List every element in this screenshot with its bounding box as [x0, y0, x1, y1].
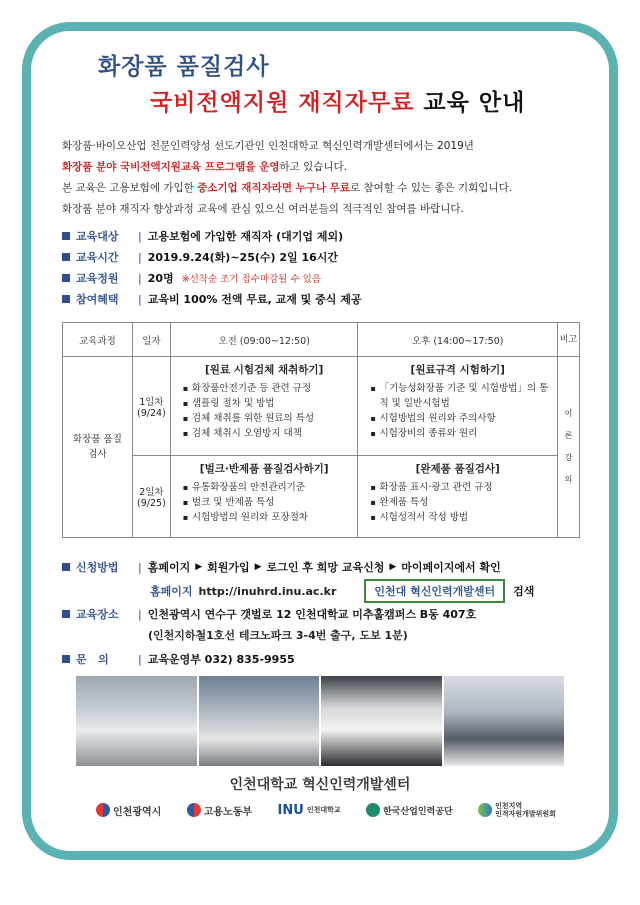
intro-highlight2: 중소기업 재직자라면 누구나 무료	[197, 182, 351, 194]
time-label: 교육시간	[76, 251, 119, 264]
d1-am-title: [원료 시험검체 채취하기]	[205, 364, 324, 376]
search-keyword-box: 인천대 혁신인력개발센터	[364, 579, 505, 603]
incheon-emblem-icon	[96, 803, 110, 817]
inu-logo	[278, 803, 341, 818]
apply-step2: 회원가입	[207, 561, 250, 574]
intro-highlight1: 화장품 분야 국비전액지원교육 프로그램을 운영	[62, 161, 280, 173]
d2-am-title: [벌크·반제품 품질검사하기]	[199, 463, 329, 476]
contact-label: 문 의	[76, 653, 109, 666]
info-quota: 교육정원 | 20명 ※선착순 조기 접수마감될 수 있음	[62, 270, 582, 286]
info-target: 교육대상 | 고용보험에 가입한 재직자 (대기업 제외)	[62, 228, 582, 244]
bullet-square	[62, 610, 70, 618]
course-name-cell	[63, 357, 133, 538]
table-row	[63, 456, 580, 538]
d1-pm-cell	[358, 357, 558, 456]
list-item: ▪ 검체 채취를 위한 원료의 특성	[183, 411, 354, 426]
incheon-city-logo	[96, 803, 161, 818]
benefit-value: 교육비 100% 전액 무료, 교재 및 중식 제공	[147, 293, 362, 306]
info-time: 교육시간 | 2019.9.24(화)~25(수) 2일 16시간	[62, 249, 582, 265]
col-am: 오전 (09:00~12:50)	[170, 323, 358, 357]
arrow-right-icon: ▶	[254, 562, 262, 572]
logo3-text: 인천대학교	[306, 806, 341, 814]
logo1-text: 인천광역시	[113, 806, 162, 818]
photo-strip	[76, 676, 564, 766]
bullet-square	[62, 274, 70, 282]
council-emblem-icon	[478, 803, 492, 817]
quota-note: ※선착순 조기 접수마감될 수 있음	[181, 274, 321, 285]
col-pm: 오후 (14:00~17:50)	[358, 323, 558, 357]
list-item: ▪ 시험방법의 원리와 주의사항	[370, 411, 553, 426]
bullet-square	[62, 232, 70, 240]
intro-line2	[62, 157, 582, 178]
intro-text	[62, 136, 582, 220]
course-name: 화장품 품질검사	[73, 434, 122, 460]
day1-label: 1일차	[139, 396, 164, 408]
day2-date: (9/25)	[137, 498, 166, 510]
inu-mark: INU	[277, 802, 304, 818]
title-highlight: 국비전액지원 재직자무료	[150, 90, 415, 116]
title-line1: 화장품 품질검사	[98, 54, 270, 80]
contact-value: 교육운영부 032) 835-9955	[147, 653, 295, 666]
quota-label: 교육정원	[76, 272, 119, 285]
list-item: ▪ 벌크 및 반제품 특성	[183, 495, 354, 510]
logo4-text: 한국산업인력공단	[383, 806, 453, 817]
incheon-hrd-council-logo	[478, 802, 556, 818]
note-value: 이론 강의	[564, 409, 573, 484]
intro-line2-rest: 하고 있습니다.	[279, 161, 348, 173]
arrow-right-icon: ▶	[389, 562, 397, 572]
logo-row	[96, 802, 556, 818]
logo5-line2: 인적자원개발위원회	[495, 810, 556, 818]
col-note: 비고	[558, 323, 580, 357]
target-label: 교육대상	[76, 230, 119, 243]
schedule-table	[62, 322, 580, 538]
moel-logo	[187, 803, 252, 818]
list-item: ▪ 완제품 특성	[370, 495, 553, 510]
info-contact: 문 의 | 교육운영부 032) 835-9955	[62, 651, 582, 667]
info-benefit: 참여혜택 | 교육비 100% 전액 무료, 교재 및 중식 제공	[62, 291, 582, 307]
lab-photo	[321, 676, 442, 766]
search-text: 검색	[513, 585, 535, 598]
d2-pm-title: [완제품 품질검사]	[415, 463, 500, 476]
center-name: 인천대학교 혁신인력개발센터	[229, 777, 411, 793]
apply-step3: 로그인 후 희망 교육신청	[266, 561, 385, 574]
d2-pm-cell	[358, 456, 558, 538]
place-label: 교육장소	[76, 608, 119, 621]
lab-photo	[76, 676, 197, 766]
info-place: 교육장소 | 인천광역시 연수구 갯벌로 12 인천대학교 미추홀캠퍼스 B동 407호	[62, 606, 582, 622]
intro-line3-rest: 로 참여할 수 있는 좋은 기회입니다.	[350, 182, 513, 194]
note-cell	[558, 357, 580, 538]
apply-step4: 마이페이지에서 확인	[401, 561, 501, 574]
homepage-row	[150, 579, 534, 603]
benefit-label: 참여혜택	[76, 293, 119, 306]
list-item: ▪ 유통화장품의 안전관리기준	[183, 480, 354, 495]
d1-am-cell	[170, 357, 358, 456]
place-line1: 인천광역시 연수구 갯벌로 12 인천대학교 미추홀캠퍼스 B동 407호	[147, 608, 477, 621]
list-item: ▪ 시험방법의 원리와 포장절차	[183, 510, 354, 525]
day1-date: (9/24)	[137, 407, 166, 419]
list-item: ▪ 화장품 표시·광고 관련 규정	[370, 480, 553, 495]
list-item: ▪ 검체 채취시 오염방지 대책	[183, 426, 354, 441]
quota-value: 20명	[147, 272, 174, 285]
col-course: 교육과정	[63, 323, 133, 357]
list-item: ▪ 「기능성화장품 기준 및 시험방법」의 통칙 및 일반시험법	[370, 381, 553, 411]
intro-line3	[62, 178, 582, 199]
list-item: ▪ 샘플링 절차 및 방법	[183, 396, 354, 411]
col-day: 일자	[132, 323, 170, 357]
list-item: ▪ 화장품안전기준 등 관련 규정	[183, 381, 354, 396]
d2-am-cell	[170, 456, 358, 538]
intro-line1: 화장품·바이오산업 전문인력양성 선도기관인 인천대학교 혁신인력개발센터에서는 2019년	[62, 140, 474, 152]
list-item: ▪ 시험성적서 작성 방법	[370, 510, 553, 525]
homepage-link[interactable]: http://inuhrd.inu.ac.kr	[198, 584, 337, 598]
arrow-right-icon: ▶	[195, 562, 203, 572]
target-value: 고용보험에 가입한 재직자 (대기업 제외)	[147, 230, 344, 243]
taegeuk-icon	[187, 803, 201, 817]
bullet-square	[62, 563, 70, 571]
hrdkorea-logo	[366, 803, 453, 817]
day2-label: 2일차	[139, 487, 164, 499]
title-line2	[150, 84, 525, 117]
hrdkorea-emblem-icon	[366, 803, 380, 817]
place-line2: (인천지하철1호선 테크노파크 3-4번 출구, 도보 1분)	[148, 629, 408, 642]
apply-step1: 홈페이지	[147, 561, 191, 574]
classroom-photo	[444, 676, 565, 766]
bullet-square	[62, 655, 70, 663]
logo5-line1: 인천지역	[495, 802, 523, 810]
homepage-label: 홈페이지	[150, 585, 193, 598]
time-value: 2019.9.24(화)~25(수) 2일 16시간	[147, 251, 339, 264]
day1-cell	[132, 357, 170, 456]
apply-method: 신청방법 | 홈페이지 ▶ 회원가입 ▶ 로그인 후 희망 교육신청 ▶ 마이페이지에서 확인	[62, 559, 592, 575]
intro-line4: 화장품 분야 재직자 향상과정 교육에 관심 있으신 여러분들의 적극적인 참여를 바랍니다.	[62, 203, 464, 215]
apply-label: 신청방법	[76, 561, 119, 574]
intro-line3-pre: 본 교육은 고용보험에 가입한	[62, 182, 198, 194]
table-row	[63, 357, 580, 456]
day2-cell	[132, 456, 170, 538]
bullet-square	[62, 253, 70, 261]
list-item: ▪ 시험장비의 종류와 원리	[370, 426, 553, 441]
logo5-text	[495, 802, 556, 818]
d1-pm-title: [원료규격 시험하기]	[410, 364, 505, 376]
lab-photo	[199, 676, 320, 766]
logo2-text: 고용노동부	[203, 806, 253, 818]
title-suffix: 교육 안내	[414, 90, 526, 116]
bullet-square	[62, 295, 70, 303]
